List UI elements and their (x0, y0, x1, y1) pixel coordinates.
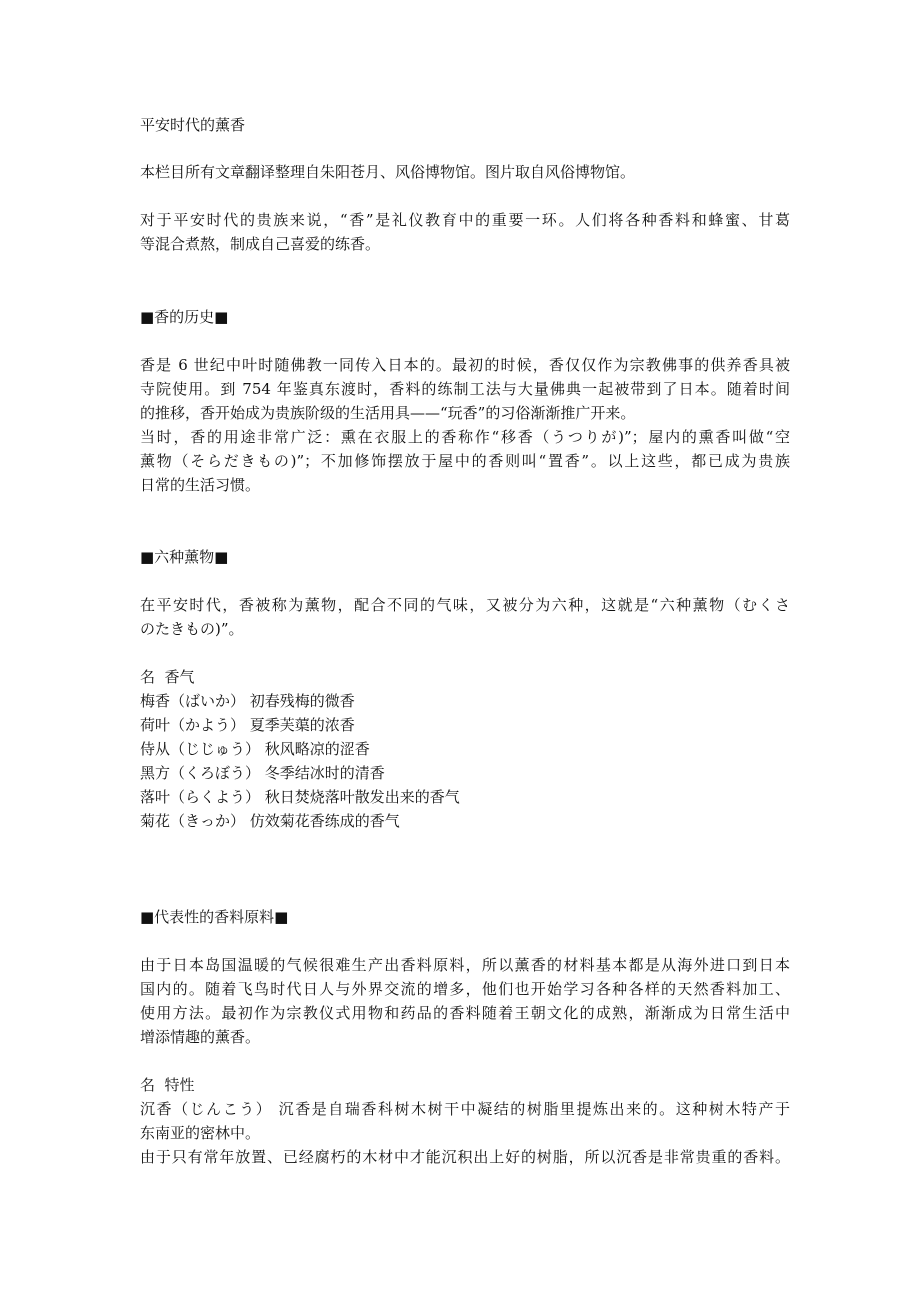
text-line: 香是 6 世纪中叶时随佛教一同传入日本的。最初的时候，香仅仅作为宗教佛事的供养香具被 (140, 356, 790, 374)
heading-text: ■六种薰物■ (140, 548, 229, 566)
list-item: 梅香（ばいか） 初春残梅的微香 (140, 692, 355, 710)
incense-list (140, 665, 790, 833)
paragraph-2 (140, 353, 790, 497)
text-line: 国内的。随着飞鸟时代日人与外界交流的增多，他们也开始学习各种各样的天然香料加工、 (140, 980, 790, 998)
text-line: 日常的生活习惯。 (140, 476, 261, 494)
intro-paragraph (140, 160, 790, 184)
list-item: 黑方（くろぼう） 冬季结冰时的清香 (140, 764, 385, 782)
section-heading-six-incense (140, 545, 790, 569)
text-line: 的推移，香开始成为贵族阶级的生活用具——“玩香”的习俗渐渐推广开来。 (140, 404, 636, 422)
document-title (140, 113, 790, 137)
section-heading-materials (140, 905, 790, 929)
materials-list (140, 1073, 790, 1169)
heading-text: ■香的历史■ (140, 308, 229, 326)
paragraph-3 (140, 593, 790, 641)
title-text: 平安时代的薰香 (140, 116, 246, 134)
text-line: 薰物（そらだきもの)”；不加修饰摆放于屋中的香则叫“置香”。以上这些，都已成为贵族 (140, 452, 790, 470)
list-item: 侍从（じじゅう） 秋风略凉的涩香 (140, 740, 370, 758)
paragraph-1 (140, 208, 790, 256)
list-item: 落叶（らくよう） 秋日焚烧落叶散发出来的香气 (140, 788, 460, 806)
text-line: 寺院使用。到 754 年鉴真东渡时，香料的练制工法与大量佛典一起被带到了日本。随着时间 (140, 380, 790, 398)
list-item: 东南亚的密林中。 (140, 1124, 261, 1142)
paragraph-4 (140, 953, 790, 1049)
list-item: 荷叶（かよう） 夏季芙蕖的浓香 (140, 716, 355, 734)
intro-text: 本栏目所有文章翻译整理自朱阳苍月、风俗博物馆。图片取自风俗博物馆。 (140, 163, 636, 181)
list-header: 名 香气 (140, 668, 195, 686)
list-item: 菊花（きっか） 仿效菊花香练成的香气 (140, 812, 400, 830)
text-line: 使用方法。最初作为宗教仪式用物和药品的香料随着王朝文化的成熟，渐渐成为日常生活中 (140, 1004, 790, 1022)
list-item: 沉香（じんこう） 沉香是自瑞香科树木树干中凝结的树脂里提炼出来的。这种树木特产于 (140, 1100, 790, 1118)
text-line: 当时，香的用途非常广泛：熏在衣服上的香称作“移香（うつりが)”；屋内的熏香叫做“空 (140, 428, 790, 446)
list-item: 由于只有常年放置、已经腐朽的木材中才能沉积出上好的树脂，所以沉香是非常贵重的香料。 (140, 1148, 790, 1166)
list-header: 名 特性 (140, 1076, 195, 1094)
text-line: 等混合煮熬，制成自己喜爱的练香。 (140, 235, 381, 253)
text-line: のたきもの)”。 (140, 620, 244, 638)
heading-text: ■代表性的香料原料■ (140, 908, 289, 926)
text-line: 由于日本岛国温暖的气候很难生产出香料原料，所以薰香的材料基本都是从海外进口到日本 (140, 956, 790, 974)
text-line: 在平安时代，香被称为薰物，配合不同的气味，又被分为六种，这就是“六种薰物（むくさ (140, 596, 790, 614)
section-heading-history (140, 305, 790, 329)
text-line: 对于平安时代的贵族来说，“香”是礼仪教育中的重要一环。人们将各种香料和蜂蜜、甘葛 (140, 211, 790, 229)
text-line: 增添情趣的薰香。 (140, 1028, 261, 1046)
